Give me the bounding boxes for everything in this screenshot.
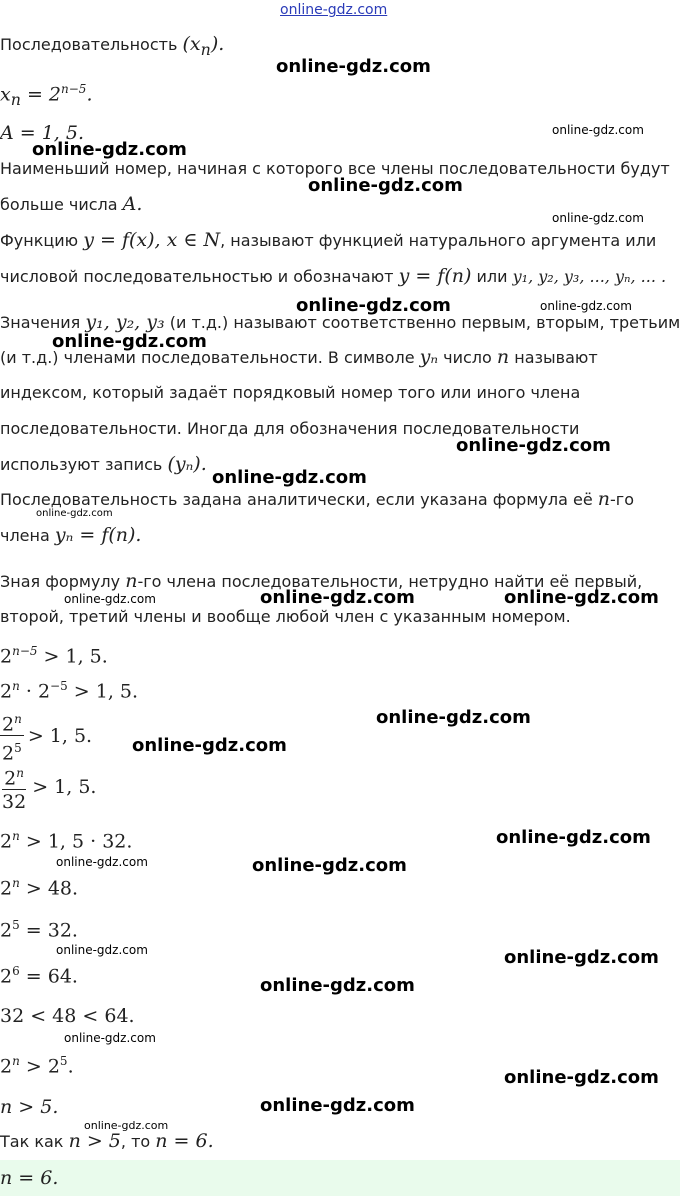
equation: $2^5 = 32$. — [0, 918, 78, 942]
watermark: online-gdz.com — [132, 735, 287, 756]
watermark: online-gdz.com — [252, 855, 407, 876]
watermark: online-gdz.com — [52, 331, 207, 352]
text-line: (и т.д.) членами последовательности. В символе yₙ число n называют — [0, 346, 598, 368]
text-line: Последовательность задана аналитически, если указана формула её n-го — [0, 488, 634, 510]
fraction: $\frac{2^n}{32}$ — [0, 762, 28, 814]
text-line: второй, третий члены и вообще любой член с указанным номером. — [0, 607, 571, 626]
equation: $2^{n-5} > 1$, 5. — [0, 644, 108, 668]
watermark: online-gdz.com — [32, 139, 187, 160]
text-line: числовой последовательностью и обозначают y = f(n) или y₁, y₂, y₃, ..., yₙ, ... . — [0, 265, 667, 287]
watermark: online-gdz.com — [64, 1031, 156, 1045]
watermark: online-gdz.com — [296, 295, 451, 316]
watermark: online-gdz.com — [276, 56, 431, 77]
fraction: $\frac{2^n}{2^5}$ — [0, 708, 24, 766]
watermark: online-gdz.com — [56, 943, 148, 957]
text-line: индексом, который задаёт порядковый номер того или иного члена — [0, 383, 581, 402]
text-line: больше числа A. — [0, 193, 143, 215]
equation: n > 5. — [0, 1096, 59, 1118]
text-line: Функцию y = f(x), x ∈ N, называют функцией натурального аргумента или — [0, 229, 657, 251]
watermark: online-gdz.com — [504, 587, 659, 608]
equation-fraction: $\frac{2^n}{32}$ > 1, 5. — [0, 762, 680, 814]
watermark: online-gdz.com — [260, 975, 415, 996]
watermark: online-gdz.com — [552, 123, 644, 137]
watermark: online-gdz.com — [36, 508, 113, 519]
answer-text: n = 6. — [0, 1167, 59, 1189]
equation: $2^n > 2^5$. — [0, 1054, 74, 1078]
equation: 32 < 48 < 64. — [0, 1005, 135, 1027]
watermark: online-gdz.com — [552, 211, 644, 225]
watermark: online-gdz.com — [64, 592, 156, 606]
watermark: online-gdz.com — [308, 175, 463, 196]
text-line: используют запись (yₙ). — [0, 453, 207, 475]
formula-xn: $x_n = 2^{n-5}$. — [0, 82, 93, 110]
watermark: online-gdz.com — [56, 855, 148, 869]
equation: $2^n > 48$. — [0, 876, 79, 900]
watermark: online-gdz.com — [504, 1067, 659, 1088]
equation: $2^6 = 64$. — [0, 964, 78, 988]
equation-fraction: $\frac{2^n}{2^5}$ > 1, 5. — [0, 708, 680, 766]
watermark: online-gdz.com — [376, 707, 531, 728]
equation: $2^n > 1$, 5 · 32. — [0, 829, 133, 853]
text-line: Зная формулу n-го члена последовательности, нетрудно найти её первый, — [0, 570, 643, 592]
watermark: online-gdz.com — [540, 299, 632, 313]
formula-a: A = 1, 5. — [0, 122, 85, 144]
watermark: online-gdz.com — [260, 587, 415, 608]
text-line-conclusion: Так как n > 5, то n = 6. — [0, 1130, 214, 1152]
text-line: последовательности. Иногда для обозначения последовательности — [0, 419, 580, 438]
math: $(x_n)$. — [182, 33, 225, 59]
watermark: online-gdz.com — [84, 1119, 169, 1132]
watermark-header-link[interactable]: online-gdz.com — [280, 2, 388, 18]
equation: $2^n \cdot 2^{-5} > 1$, 5. — [0, 679, 139, 703]
watermark: online-gdz.com — [456, 435, 611, 456]
watermark: online-gdz.com — [504, 947, 659, 968]
text-line: Значения y₁, y₂, y₃ (и т.д.) называют соответственно первым, вторым, третьим — [0, 311, 680, 333]
text-line: члена yₙ = f(n). — [0, 524, 142, 546]
text-line: Наименьший номер, начиная с которого все члены последовательности будут — [0, 159, 670, 178]
watermark: online-gdz.com — [212, 467, 367, 488]
watermark: online-gdz.com — [260, 1095, 415, 1116]
watermark: online-gdz.com — [496, 827, 651, 848]
text: Последовательность — [0, 35, 178, 54]
